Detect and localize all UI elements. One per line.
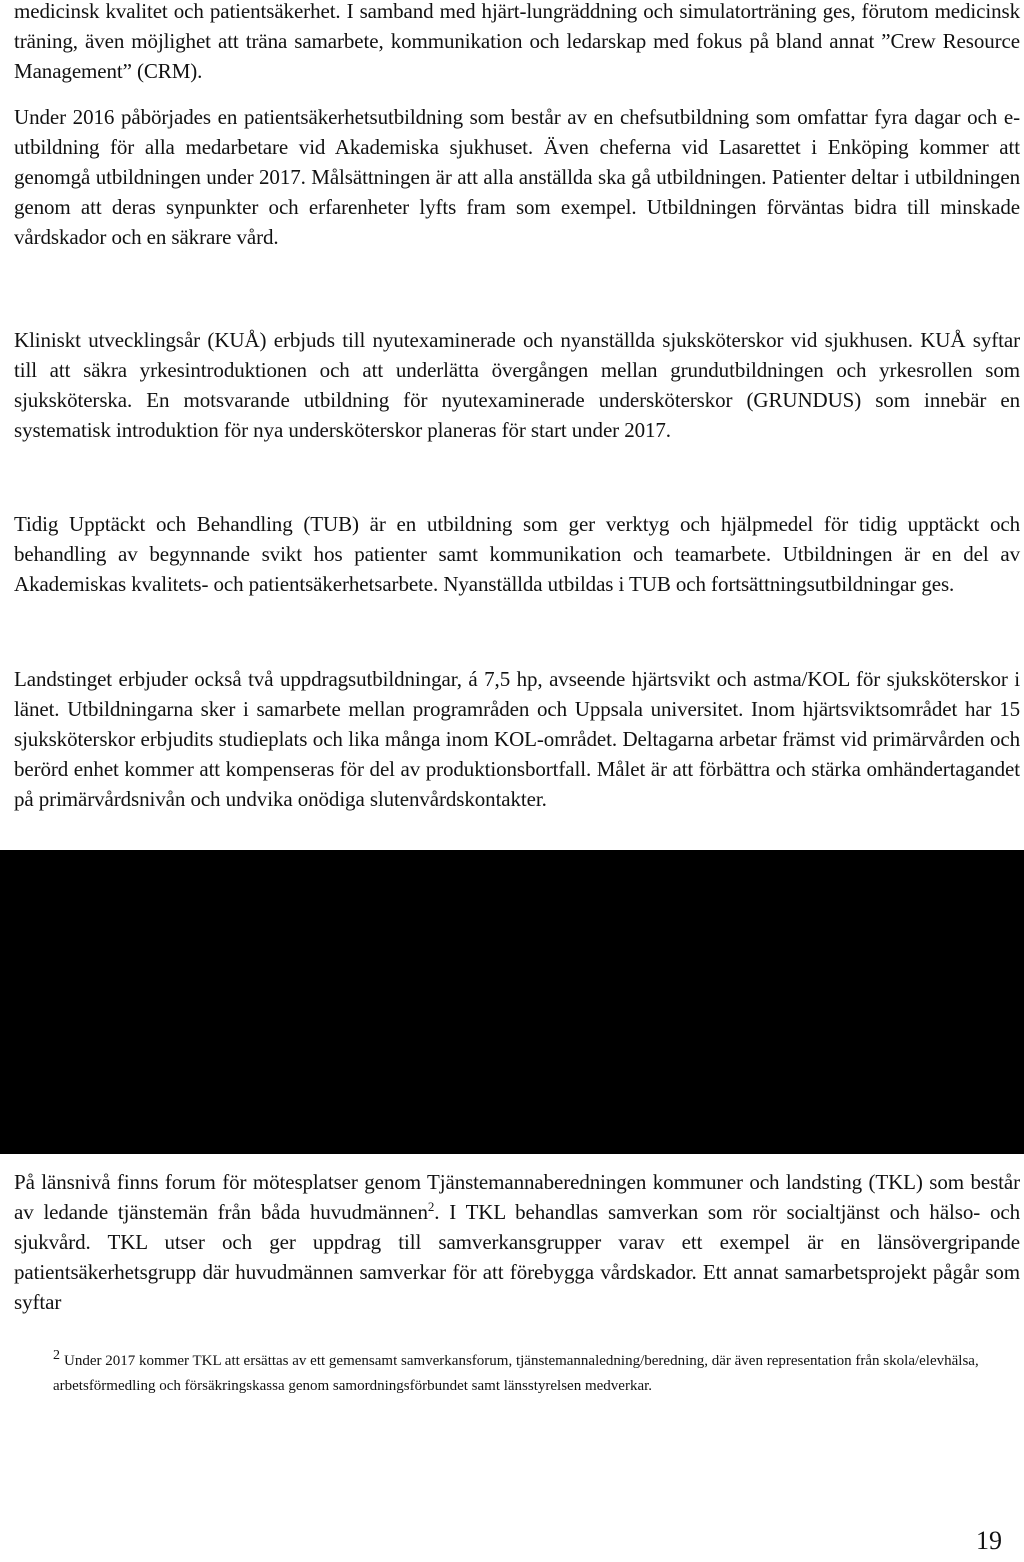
footnote	[53, 1349, 1019, 1398]
footnote-marker: 2	[53, 1348, 60, 1363]
paragraph-tkl-text-start: På länsnivå finns forum för mötesplatser genom Tjänstemannaberedningen kommuner och landsting (TKL) som består av ledande tjänstemän från båda huvudmännen	[14, 1170, 1020, 1224]
paragraph-patient-safety-education: Under 2016 påbörjades en patientsäkerhetsutbildning som består av en chefsutbildning som omfattar fyra dagar och e-utbildning för alla medarbetare vid Akademiska sjukhuset. Även cheferna vid Lasarettet i Enköping kommer att genomgå utbildningen under 2017. Målsättningen är att alla anställda ska gå utbildningen. Patienter deltar i utbildningen genom att deras synpunkter och erfarenheter lyfts fram som exempel. Utbildningen förväntas bidra till minskade vårdskador och en säkrare vård.	[14, 105, 1020, 249]
paragraph-patient-safety-simulation: medicinsk kvalitet och patientsäkerhet. I samband med hjärt-lungräddning och simulatorträning ges, förutom medicinsk träning, även möjlighet att träna samarbete, kommunikation och ledarskap med fokus på bland annat ”Crew Resource Management” (CRM).	[14, 0, 1020, 83]
footnote-text: Under 2017 kommer TKL att ersättas av ett gemensamt samverkansforum, tjänstemannaledning/beredning, där även representation från skola/elevhälsa, arbetsförmedling och försäkringskassa genom samordningsförbundet samt länsstyrelsen medverkar.	[53, 1353, 979, 1394]
paragraph-tkl-text-end: . I TKL behandlas samverkan som rör socialtjänst och hälso- och sjukvård. TKL utser och ger uppdrag till samverkansgrupper varav ett exempel är en länsövergripande patientsäkerhetsgrupp där huvudmännen samverkar för att förebygga vårdskador. Ett annat samarbetsprojekt pågår som syftar	[14, 1200, 1020, 1314]
paragraph-tub: Tidig Upptäckt och Behandling (TUB) är en utbildning som ger verktyg och hjälpmedel för tidig upptäckt och behandling av begynnande svikt hos patienter samt kommunikation och teamarbete. Utbildningen är en del av Akademiskas kvalitets- och patientsäkerhetsarbete. Nyanställda utbildas i TUB och fortsättningsutbildningar ges.	[14, 512, 1020, 596]
paragraph-commissioned-education: Landstinget erbjuder också två uppdragsutbildningar, á 7,5 hp, avseende hjärtsvikt och astma/KOL för sjuksköterskor i länet. Utbildningarna sker i samarbete mellan programråden och Uppsala universitet. Inom hjärtsviktsområdet har 15 sjuksköterskor erbjudits studieplats och lika många inom KOL-området. Deltagarna arbetar främst vid primärvården och berörd enhet kommer att kompenseras för del av produktionsbortfall. Målet är att förbättra och stärka omhändertagandet på primärvårdsnivån och undvika onödiga slutenvårdskontakter.	[14, 667, 1020, 811]
paragraph-tkl	[14, 1167, 1020, 1317]
footnote-reference: 2	[427, 1199, 435, 1214]
paragraph-kua: Kliniskt utvecklingsår (KUÅ) erbjuds till nyutexaminerade och nyanställda sjuksköterskor vid sjukhusen. KUÅ syftar till att säkra yrkesintroduktionen och att underlätta övergången mellan grundutbildningen och yrkesrollen som sjuksköterska. En motsvarande utbildning för nyutexaminerade undersköterskor (GRUNDUS) som innebär en systematisk introduktion för nya undersköterskor planeras för start under 2017.	[14, 328, 1020, 442]
page-number: 19	[976, 1526, 1002, 1555]
redacted-block	[0, 850, 1024, 1154]
